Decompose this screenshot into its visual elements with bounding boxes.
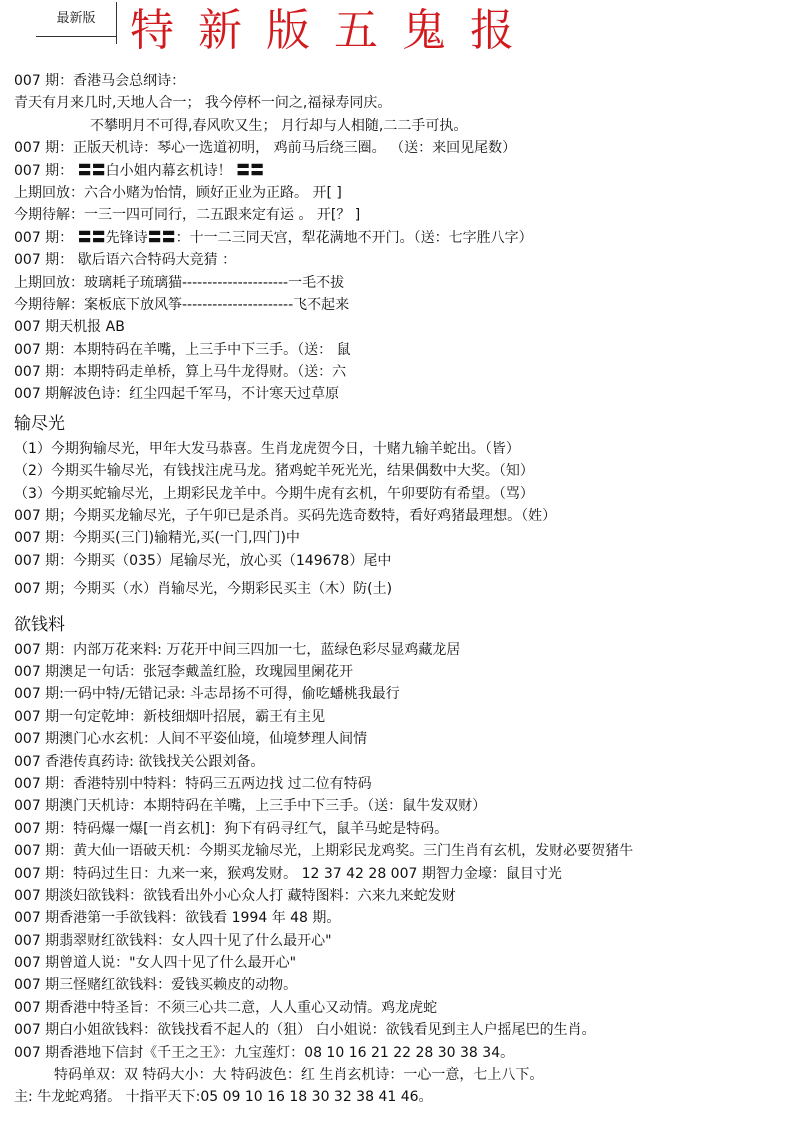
- text-line: 007 期：正版天机诗：琴心一选道初明， 鸡前马后绕三圈。 （送：来回见尾数）: [14, 140, 517, 157]
- text-line: 007 期：本期特码在羊嘴，上三手中下三手。（送： 鼠: [14, 341, 351, 358]
- text-line: 007 期： 〓〓白小姐内幕玄机诗！ 〓〓: [14, 162, 265, 179]
- badge-divider: [116, 2, 117, 44]
- text-line: 007 期；今期买龙输尽光，子午卯已是杀肖。买码先选奇数特，看好鸡猪最理想。（姓）: [14, 508, 557, 525]
- text-line: 007 期解波色诗：红尘四起千军马，不计寒天过草原: [14, 386, 340, 403]
- text-line: 上期回放：玻璃耗子琉璃猫---------------------一毛不拔: [14, 274, 345, 291]
- text-line: 青天有月来几时,天地人合一； 我今停杯一问之,福禄寿同庆。: [14, 95, 392, 112]
- text-line: 上期回放：六合小赌为怡情，顾好正业为正路。 开[ ]: [14, 184, 342, 201]
- text-line: 007 期： 歇后语六合特码大竞猜 ：: [14, 252, 237, 269]
- text-line: 特码单双：双 特码大小：大 特码波色：红 生肖玄机诗：一心一意，七上八下。: [54, 1067, 544, 1084]
- text-line: 007 期：香港马会总纲诗：: [14, 73, 186, 89]
- text-line: （3）今期买蛇输尽光，上期彩民龙羊中。今期牛虎有玄机，午卯要防有希望。（骂）: [14, 485, 534, 502]
- text-line: 007 期：本期特码走单桥，算上马牛龙得财。（送：六: [14, 364, 347, 381]
- page-header: [0, 0, 793, 66]
- text-line: 007 期澳门天机诗：本期特码在羊嘴，上三手中下三手。（送：鼠牛发双财）: [14, 798, 487, 815]
- text-line: 007 期香港地下信封《千王之王》：九宝莲灯：08 10 16 21 22 28 30 38 34。: [14, 1044, 515, 1061]
- section-want-money: [14, 611, 784, 1109]
- section-heading: 欲钱料: [14, 614, 65, 635]
- text-line: 007 期天机报 AB: [14, 319, 125, 336]
- text-line: 主: 牛龙蛇鸡猪。 十指平天下:05 09 10 16 18 30 32 38 41 46。: [14, 1089, 433, 1106]
- text-line: 不攀明月不可得,春风吹又生； 月行却与人相随,二二手可执。: [90, 117, 468, 134]
- text-line: （2）今期买牛输尽光，有钱找注虎马龙。猪鸡蛇羊死光光，结果偶数中大奖。（知）: [14, 463, 534, 480]
- text-line: 007 期三怪赌红欲钱料：爱钱买赖皮的动物。: [14, 977, 298, 994]
- document-body: [14, 70, 784, 1109]
- text-line: 007 期：今期买（035）尾输尽光，放心买（149678）尾中: [14, 552, 392, 569]
- text-line: 007 期淡妇欲钱料：欲钱看出外小心众人打 藏特图料：六来九来蛇发财: [14, 887, 456, 904]
- text-line: 007 期：内部万花来料: 万花开中间三四加一七，蓝绿色彩尽显鸡藏龙居: [14, 641, 461, 658]
- text-line: 007 期：特码爆一爆[一肖玄机]：狗下有码寻红气，鼠羊马蛇是特码。: [14, 820, 449, 837]
- text-line: 007 期澳门心水玄机：人间不平姿仙境，仙境梦理人间情: [14, 731, 368, 748]
- text-line: 007 期香港第一手欲钱料：欲钱看 1994 年 48 期。: [14, 910, 341, 927]
- text-line: 007 期： 〓〓先锋诗〓〓：十一二三同天宫，犁花满地不开门。（送：七字胜八字）: [14, 229, 533, 246]
- edition-badge: 最新版: [36, 2, 117, 37]
- section-lose-all: [14, 410, 784, 601]
- text-line: 007 期翡翠财红欲钱料：女人四十见了什么最开心": [14, 932, 332, 949]
- text-line: 007 期：今期买(三门)输精光,买(一门,四门)中: [14, 530, 300, 547]
- text-line: （1）今期狗输尽光，甲年大发马恭喜。生肖龙虎贺今日，十赌九输羊蛇出。（皆）: [14, 440, 520, 457]
- text-line: 007 期：黄大仙一语破天机：今期买龙输尽光，上期彩民龙鸡奖。三门生肖有玄机，发财必要贺猪牛: [14, 843, 634, 860]
- text-line: 今期待解：一三一四可同行，二五跟来定有运 。 开[？ ]: [14, 207, 361, 224]
- text-line: 007 期：香港特别中特料：特码三五两边找 过二位有特码: [14, 775, 372, 792]
- text-line: 007 期澳足一句话：张冠李戴盖红脸，玫瑰园里阑花开: [14, 663, 354, 680]
- text-line: 007 期：特码过生日：九来一来，猴鸡发财。 12 37 42 28 007 期智力金壕：鼠目寸光: [14, 865, 562, 882]
- text-line: 007 期:一码中特/无错记录: 斗志昂扬不可得，偷吃蟠桃我最行: [14, 686, 400, 703]
- text-line: 今期待解：案板底下放风筝----------------------飞不起来: [14, 296, 350, 313]
- page-title: 特新版五鬼报: [130, 5, 538, 56]
- section-heading: 输尽光: [14, 413, 65, 434]
- text-line: 007 期一句定乾坤：新枝细烟叶招展，霸王有主见: [14, 708, 326, 725]
- text-line: 007 期香港中特圣旨：不须三心共二意，人人重心又动情。鸡龙虎蛇: [14, 999, 438, 1016]
- text-line: 007 期白小姐欲钱料：欲钱找看不起人的（狙） 白小姐说：欲钱看见到主人户摇尾巴的生肖。: [14, 1022, 596, 1039]
- text-line: 007 期；今期买（水）肖输尽光，今期彩民买主（木）防(土): [14, 581, 393, 598]
- text-line: 007 期曾道人说："女人四十见了什么最开心": [14, 955, 297, 972]
- text-line: 007 香港传真药诗: 欲钱找关公跟刘备。: [14, 753, 265, 770]
- top-block: [14, 70, 784, 406]
